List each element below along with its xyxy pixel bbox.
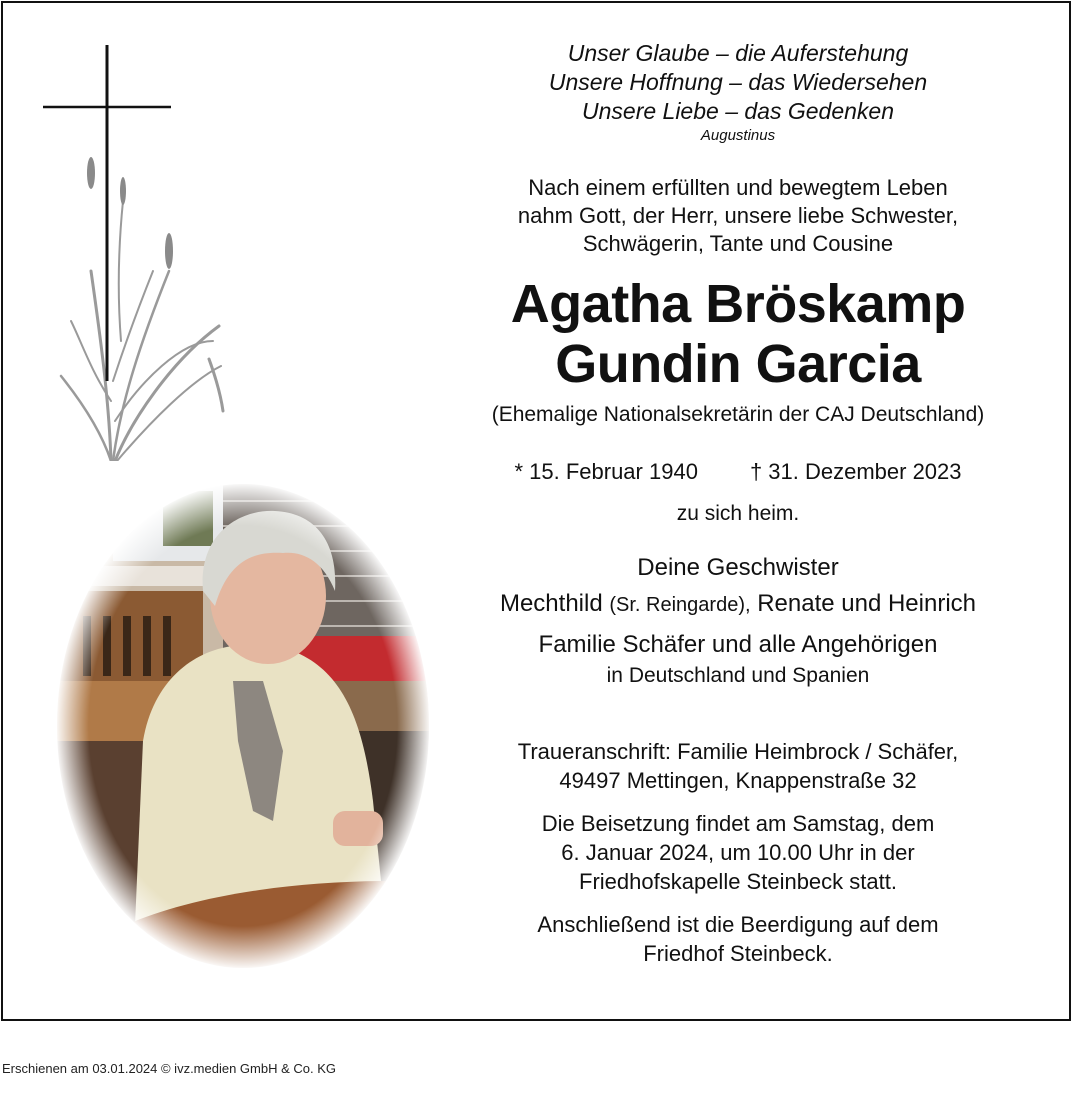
intro-line: nahm Gott, der Herr, unsere liebe Schwester, <box>517 203 959 228</box>
life-dates <box>443 458 1033 486</box>
obituary-frame <box>1 1 1071 1021</box>
family-line: Deine Geschwister <box>637 554 839 581</box>
name-line: Agatha Bröskamp <box>510 274 966 334</box>
address-line: Traueranschrift: Familie Heimbrock / Schäfer, <box>517 739 959 764</box>
family-mourners <box>443 552 1033 691</box>
intro-text <box>443 174 1033 258</box>
sibling-names: Renate und Heinrich <box>757 590 977 617</box>
deceased-name <box>443 274 1033 394</box>
burial-info <box>443 809 1033 896</box>
sibling-religious-name: (Sr. Reingarde), <box>609 594 751 616</box>
family-line <box>443 584 1033 625</box>
intro-line: Nach einem erfüllten und bewegtem Leben <box>528 175 948 200</box>
bible-quote <box>443 39 1033 126</box>
obituary-text <box>443 39 1033 968</box>
quote-line: Unsere Hoffnung – das Wiedersehen <box>548 69 928 95</box>
burial-line: 6. Januar 2024, um 10.00 Uhr in der <box>561 840 915 865</box>
family-line: in Deutschland und Spanien <box>606 664 870 687</box>
publication-footer: Erschienen am 03.01.2024 © ivz.medien GmbH & Co. KG <box>2 1061 337 1076</box>
name-line: Gundin Garcia <box>555 334 921 394</box>
sibling-name: Mechthild <box>499 590 603 617</box>
burial-line: Die Beisetzung findet am Samstag, dem <box>541 811 935 836</box>
quote-author: Augustinus <box>700 127 776 144</box>
family-line: Familie Schäfer und alle Angehörigen <box>538 631 938 658</box>
address-line: 49497 Mettingen, Knappenstraße 32 <box>559 768 917 793</box>
quote-line: Unsere Liebe – das Gedenken <box>582 98 894 124</box>
funeral-info <box>443 910 1033 968</box>
death-date: † 31. Dezember 2023 <box>749 459 962 484</box>
funeral-line: Friedhof Steinbeck. <box>643 941 833 966</box>
birth-date: * 15. Februar 1940 <box>514 459 698 484</box>
burial-line: Friedhofskapelle Steinbeck statt. <box>579 869 897 894</box>
intro-line: Schwägerin, Tante und Cousine <box>582 231 894 256</box>
funeral-line: Anschließend ist die Beerdigung auf dem <box>537 912 939 937</box>
portrait-photo <box>53 481 433 971</box>
deceased-role: (Ehemalige Nationalsekretärin der CAJ Deutschland) <box>491 403 985 426</box>
closing-phrase: zu sich heim. <box>676 502 800 525</box>
cross-with-reeds-icon <box>41 41 231 461</box>
mourning-address <box>443 737 1033 795</box>
quote-line: Unser Glaube – die Auferstehung <box>567 40 909 66</box>
